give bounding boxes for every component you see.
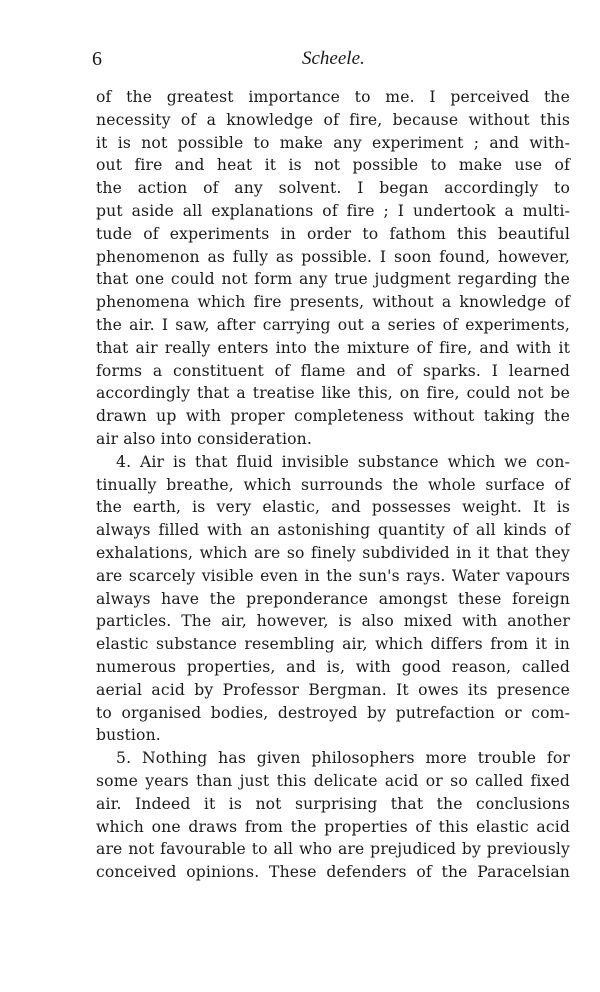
text-line: air. Indeed it is not surprising that the conclusions [96, 794, 570, 813]
text-line: forms a constituent of flame and of sparks. I learned [96, 361, 570, 380]
text-line: 4. Air is that fluid invisible substance which we con- [116, 452, 570, 471]
text-line: exhalations, which are so finely subdivided in it that they [96, 543, 570, 562]
text-line: are not favourable to all who are prejudiced by previously [96, 840, 570, 859]
text-line: phenomena which fire presents, without a knowledge of [96, 293, 570, 312]
text-line: the air. I saw, after carrying out a series of experiments, [96, 315, 570, 334]
text-line: necessity of a knowledge of fire, because without this [96, 110, 570, 129]
text-line: aerial acid by Professor Bergman. It owes its presence [96, 680, 570, 699]
text-line: put aside all explanations of fire ; I undertook a multi- [96, 201, 570, 220]
text-line: phenomenon as fully as possible. I soon found, however, [96, 247, 570, 266]
text-line: of the greatest importance to me. I perceived the [96, 88, 570, 106]
text-line: drawn up with proper completeness without taking the [96, 407, 570, 426]
text-line: tude of experiments in order to fathom this beautiful [96, 224, 570, 243]
text-line: particles. The air, however, is also mixed with another [96, 612, 570, 631]
text-line: conceived opinions. These defenders of the Paracelsian [96, 863, 570, 882]
text-line: always have the preponderance amongst these foreign [96, 589, 570, 608]
text-line: the earth, is very elastic, and possesses weight. It is [96, 498, 570, 517]
body-text [96, 86, 570, 884]
text-line: some years than just this delicate acid or so called fixed [96, 771, 570, 790]
text-line: tinually breathe, which surrounds the whole surface of [96, 475, 570, 494]
text-line: that air really enters into the mixture of fire, and with it [96, 338, 570, 357]
text-line: that one could not form any true judgment regarding the [96, 270, 570, 289]
text-line: it is not possible to make any experiment ; and with- [96, 133, 570, 152]
text-line: which one draws from the properties of this elastic acid [96, 817, 570, 836]
text-line: air also into consideration. [96, 429, 312, 448]
text-line: to organised bodies, destroyed by putrefaction or com- [96, 703, 570, 722]
text-line: elastic substance resembling air, which differs from it in [96, 635, 570, 654]
text-line: always filled with an astonishing quantity of all kinds of [96, 521, 570, 540]
text-line: are scarcely visible even in the sun's rays. Water vapours [96, 566, 570, 585]
text-line: accordingly that a treatise like this, on fire, could not be [96, 384, 570, 403]
running-title: Scheele. [302, 48, 365, 69]
text-line: the action of any solvent. I began accordingly to [96, 179, 570, 198]
page-header [92, 48, 570, 72]
text-line: numerous properties, and is, with good reason, called [96, 657, 570, 676]
page-number: 6 [92, 48, 102, 70]
text-line: bustion. [96, 726, 161, 745]
text-line: out fire and heat it is not possible to make use of [96, 156, 570, 175]
text-line: 5. Nothing has given philosophers more trouble for [116, 749, 570, 768]
